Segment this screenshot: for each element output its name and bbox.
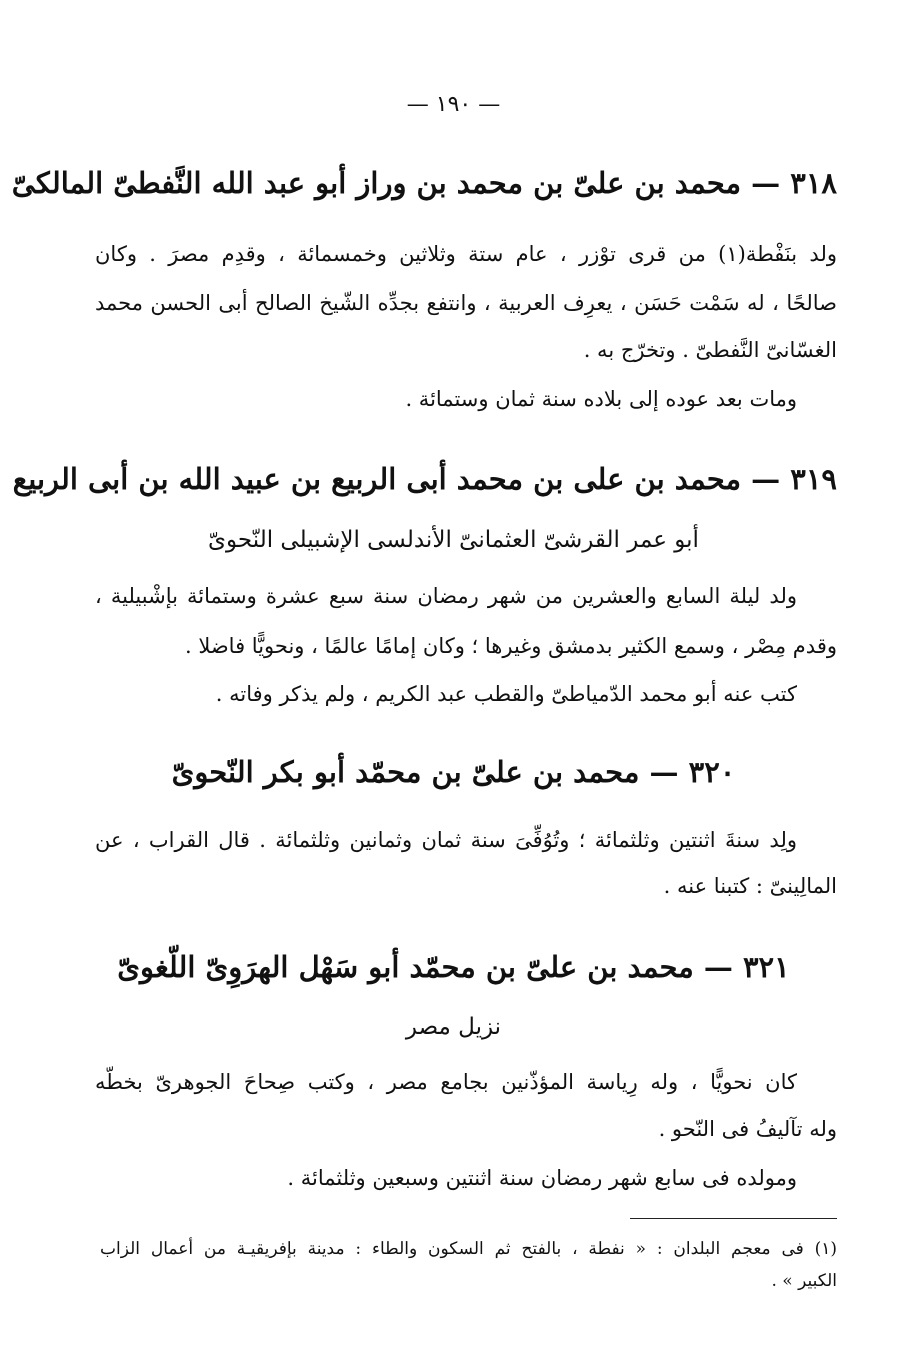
page-number: — ١٩٠ — — [406, 92, 501, 117]
entry-number: ٣١٩ — [790, 462, 837, 496]
entry-text-line: ولد ليلة السابع والعشرين من شهر رمضان سنة سبع عشرة وستمائة بإشْبيلية ، — [95, 584, 797, 608]
entry-text-line: وقدم مِصْر ، وسمع الكثير بدمشق وغيرها ؛ وكان إمامًا عالمًا ، ونحويًّا فاضلا . — [184, 634, 837, 658]
entry-subheading: نزيل مصر — [405, 1014, 502, 1040]
entry-text-line: المالِينىّ : كتبنا عنه . — [663, 874, 837, 898]
entry-heading-text: محمد بن علىّ بن محمد بن وراز أبو عبد الله النَّفطىّ المالكىّ — [11, 166, 742, 200]
entry-number: ٣٢١ — [742, 950, 790, 984]
entry-heading: ٣٢٠ — محمد بن علىّ بن محمّد أبو بكر النّحوىّ — [171, 755, 736, 789]
footnote-divider — [630, 1218, 837, 1219]
entry-text-line: ومات بعد عوده إلى بلاده سنة ثمان وستمائة . — [405, 387, 797, 411]
entry-text-line: صالحًا ، له سَمْت حَسَن ، يعرِف العربية ، وانتفع بجدِّه الشّيخ الصالح أبى الحسن محمد — [95, 291, 837, 315]
entry-text-line: كتب عنه أبو محمد الدّمياطىّ والقطب عبد الكريم ، ولم يذكر وفاته . — [215, 682, 797, 706]
entry-text-line: ومولده فى سابع شهر رمضان سنة اثنتين وسبعين وثلثمائة . — [287, 1166, 797, 1190]
entry-text-line: ولِد سنةَ اثنتين وثلثمائة ؛ وتُوُفِّىَ سنة ثمان وثمانين وثلثمائة . قال القراب ، عن — [95, 828, 797, 852]
entry-subheading: أبو عمر القرشىّ العثمانىّ الأندلسى الإشبيلى النّحوىّ — [208, 527, 699, 553]
entry-heading: ٣٢١ — محمد بن علىّ بن محمّد أبو سَهْل الهرَوِىّ اللّغوىّ — [117, 950, 790, 984]
entry-heading-text: محمد بن على بن محمد أبى الربيع بن عبيد الله بن أبى الربيع — [12, 462, 742, 496]
entry-number: ٣١٨ — [790, 166, 837, 200]
entry-heading-text: محمد بن علىّ بن محمّد أبو سَهْل الهرَوِىّ اللّغوىّ — [117, 950, 694, 984]
entry-number: ٣٢٠ — [688, 755, 736, 789]
entry-text-line: وله تآليفُ فى النّحو . — [658, 1117, 837, 1141]
entry-text-line: الغسّانىّ النَّفطىّ . وتخرّج به . — [583, 338, 837, 362]
entry-text-line: كان نحويًّا ، وله رِياسة المؤذّنين بجامع مصر ، وكتب صِحاحَ الجوهرىّ بخطّه — [95, 1070, 797, 1094]
entry-heading-text: محمد بن علىّ بن محمّد أبو بكر النّحوىّ — [171, 755, 640, 789]
footnote-line: الكبير » . — [771, 1271, 837, 1291]
entry-heading: ٣١٨ — محمد بن علىّ بن محمد بن وراز أبو عبد الله النَّفطىّ المالكىّ — [11, 166, 837, 200]
footnote-line: (١) فى معجم البلدان : « نفطة ، بالفتح ثم السكون والطاء : مدينة بإفريقيـة من أعمال الزاب — [100, 1239, 837, 1259]
entry-heading: ٣١٩ — محمد بن على بن محمد أبى الربيع بن عبيد الله بن أبى الربيع — [12, 462, 837, 496]
entry-text-line: ولد بنَفْطة(١) من قرى توْزر ، عام ستة وثلاثين وخمسمائة ، وقدِم مصرَ . وكان — [95, 242, 837, 266]
